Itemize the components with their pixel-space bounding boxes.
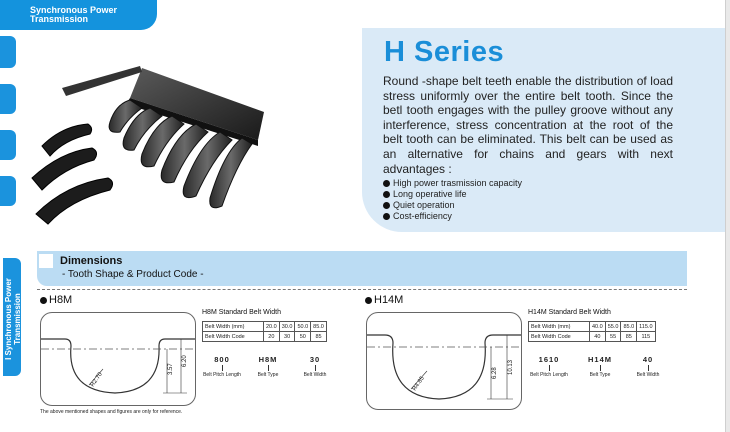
bullet-icon	[365, 297, 372, 304]
page-title: H Series	[384, 36, 505, 68]
h8m-tooth-diagram	[40, 312, 196, 406]
footnote: The above mentioned shapes and figures are only for reference.	[40, 409, 183, 415]
h8m-radius-label: R2.70	[89, 371, 104, 389]
bullet-icon	[383, 191, 390, 198]
h8m-code-width: 30 Belt Width	[303, 355, 327, 378]
left-tab-2[interactable]	[0, 84, 16, 114]
list-item: High power trasmission capacity	[383, 178, 522, 189]
belt-photo	[22, 28, 272, 236]
section-tag-label: Synchronous Power Transmission	[30, 5, 118, 24]
section-tag	[0, 0, 157, 30]
bullet-icon	[383, 202, 390, 209]
left-tab-1[interactable]	[0, 36, 16, 68]
h8m-code-type: H8M Belt Type	[257, 355, 279, 378]
h14m-code-width: 40 Belt Width	[636, 355, 660, 378]
h14m-code-type: H14M Belt Type	[587, 355, 612, 378]
side-section-label: I Synchronous Power Transmission	[4, 278, 22, 360]
dimensions-subtitle: - Tooth Shape & Product Code -	[62, 269, 204, 280]
h8m-height1-label: 3.57	[168, 363, 174, 375]
h8m-code-length: 800 Belt Pitch Length	[203, 355, 241, 378]
divider	[37, 289, 687, 290]
page-edge	[725, 0, 730, 432]
h14m-table-title: H14M Standard Belt Width	[528, 309, 611, 316]
h14m-heading: H14M	[365, 294, 403, 306]
h14m-height1-label: 6.28	[492, 367, 498, 379]
h8m-table-title: H8M Standard Belt Width	[202, 309, 281, 316]
h14m-tooth-diagram	[366, 312, 522, 410]
h14m-radius-label: R4.65	[411, 375, 426, 393]
table-row: Belt Width (mm) 40.0 55.0 85.0 115.0	[529, 322, 656, 332]
left-tab-3[interactable]	[0, 130, 16, 160]
description-text: Round -shape belt teeth enable the distribution of load stress uniformly over the entire belt tooth. Since the betl tooth engages with the pulley groove without any interference, stress concentration at the root of the belt tooth can be eliminated. This belt can be used as an alternative for chains and gears with next advantages :	[383, 74, 673, 176]
table-row: Belt Width (mm) 20.0 30.0 50.0 85.0	[203, 322, 327, 332]
dimensions-marker	[39, 254, 53, 268]
dimensions-title: Dimensions	[60, 255, 123, 267]
list-item: Cost-efficiency	[383, 211, 522, 222]
h8m-heading: H8M	[40, 294, 72, 306]
advantages-list	[383, 178, 522, 222]
table-row: Belt Width Code 40 55 85 115	[529, 332, 656, 342]
left-tab-4[interactable]	[0, 176, 16, 206]
h14m-width-table	[528, 321, 656, 342]
table-row: Belt Width Code 20 30 50 85	[203, 332, 327, 342]
list-item: Long operative life	[383, 189, 522, 200]
bullet-icon	[383, 213, 390, 220]
h14m-code-length: 1610 Belt Pitch Length	[530, 355, 568, 378]
h8m-width-table	[202, 321, 327, 342]
list-item: Quiet operation	[383, 200, 522, 211]
h8m-height2-label: 6.20	[182, 355, 188, 367]
bullet-icon	[383, 180, 390, 187]
bullet-icon	[40, 297, 47, 304]
h14m-height2-label: 10.13	[508, 359, 514, 375]
side-section-tab[interactable]	[3, 258, 21, 376]
